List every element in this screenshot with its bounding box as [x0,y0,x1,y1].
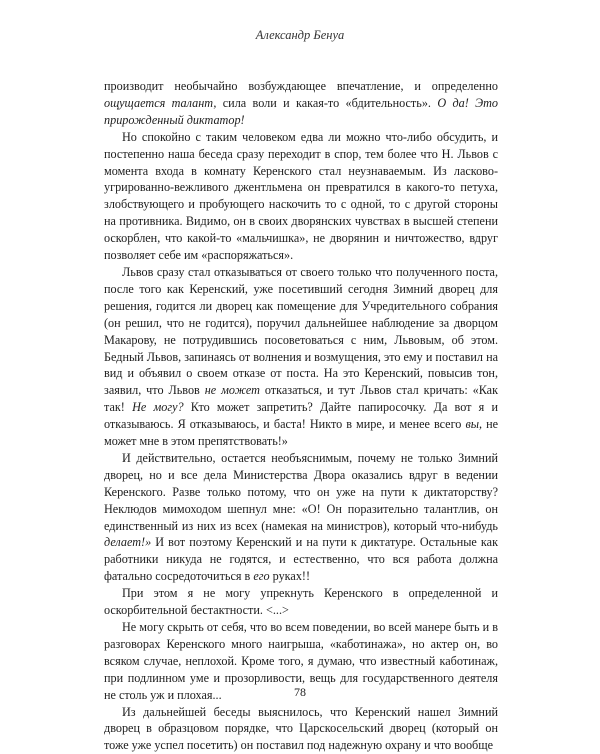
page-number: 78 [294,685,306,699]
body-text [104,78,498,754]
text-run: И действительно, остается необъяснимым, почему не только Зимний дворец, но и все дела Министерства Двора оказались вдруг в ведении Керенского. Разве только потому, что он уже на пути к диктаторству? Неклюдов мимоходом шепнул мне: «О! Он поразительно талантлив, он единственный из них из всех (намекая на министров), который что-нибудь [104,450,498,533]
text-run: При этом я не могу упрекнуть Керенского в определенной и оскорбительной бестактности. <...> [104,586,498,618]
paragraph [104,585,498,619]
text-run: Кто может запретить? Дайте папиросочку. Да вот я и отказываюсь. Я отказываюсь, и баста! Никто в мире, и менее всего [104,400,498,432]
italic-run: делает!» [104,535,152,550]
paragraph [104,264,498,450]
text-run: Не могу скрыть от себя, что во всем поведении, во всей манере быть и в разговорах Керенского много наигрыша, «каботинажа», но актер он, во всяком случае, неплохой. Кроме того, я думаю, что известный каботинаж, при подлинном уме и прозорливости, вещь для государственного деятеля не столь уж и плохая... [104,620,498,702]
paragraph [104,129,498,264]
text-run: сила воли и какая-то «бдительность». [216,95,438,110]
italic-run: О да! Это прирожденный диктатор! [104,95,498,127]
italic-run: не может [204,383,260,398]
text-run: отказаться, и тут Львов стал кричать: «Как так! [104,383,499,415]
text-run: не может мне в этом препятствовать!» [104,417,499,449]
text-run: Львов сразу стал отказываться от своего только что полученного поста, после того как Керенский, уже посетивший сегодня Зимний дворец для решения, годится ли дворец как помещение для Учредительного собрания (он решил, что не годится), поручил дальнейшее наблюдение за дворцом Макарову, не потрудившись посоветоваться с ним, Львовым, об этом. Бедный Львов, запинаясь от волнения и возмущения, это ему и поставил на вид и объявил о своем отказе от поста. На это Керенский, повысив тон, заявил, что Львов [104,264,498,398]
paragraph [104,78,498,129]
paragraph [104,704,498,754]
italic-run: ощущается талант, [104,95,217,110]
running-header: Александр Бенуа [255,28,345,42]
text-run: И вот поэтому Керенский и на пути к диктатуре. Остальные как работники никуда не годятся, и естественно, что вся работа должна фатально сосредоточиться в [104,535,498,584]
text-run: руках!! [269,569,311,584]
italic-run: его [253,569,270,584]
text-run: производит необычайно возбуждающее впечатление, и определенно [104,79,498,93]
italic-run: вы, [465,417,483,432]
text-run: Из дальнейшей беседы выяснилось, что Керенский нашел Зимний дворец в образцовом порядке, что Царскосельский дворец (который он тоже уже успел посетить) он поставил под надежную охрану и что вообще [104,704,498,753]
text-run: Но спокойно с таким человеком едва ли можно что-либо обсудить, и постепенно наша беседа сразу переходит в спор, тем более что Н. Львов с момента входа в комнату Керенского стал неузнаваемым. Из ласково-угрированно-вежливого джентльмена он превратился в какого-то петуха, злобствующего и пробующего наскочить то с одной, то с другой стороны на противника. Видимо, он в своих дворянских чувствах в высшей степени оскорблен, что какой-то «мальчишка», не дворянин и ничтожество, вдруг позволяет себе им «распоряжаться». [104,129,498,263]
italic-run: Не могу? [132,400,184,415]
paragraph [104,450,498,585]
